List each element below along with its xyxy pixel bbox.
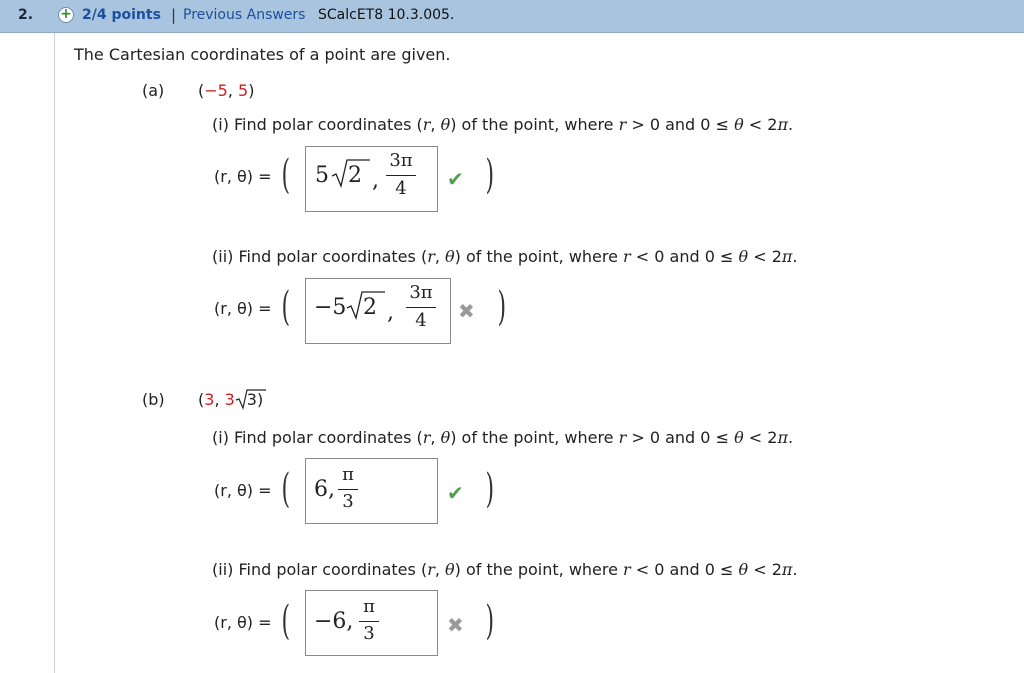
part-a-i-instruction: (i) Find polar coordinates (r, θ) of the point, where r > 0 and 0 ≤ θ < 2π.	[212, 115, 794, 134]
answer-denominator: 4	[395, 178, 407, 199]
points-score: 2/4 points	[82, 7, 161, 23]
checkmark-icon: ✔	[447, 481, 464, 505]
fraction-bar	[386, 175, 416, 176]
part-a-i-lhs: (r, θ) =	[214, 167, 272, 186]
answer-coefficient: −5	[314, 295, 347, 320]
open-paren: (	[281, 466, 291, 512]
fraction-bar	[359, 621, 379, 622]
answer-denominator: 3	[342, 491, 354, 512]
plus-circle-icon[interactable]: +	[58, 7, 74, 23]
close-paren: )	[497, 284, 507, 330]
point-x: −5	[204, 81, 228, 100]
part-b-ii-lhs: (r, θ) =	[214, 613, 272, 632]
cross-icon: ✖	[458, 299, 475, 323]
part-a-label: (a)	[142, 81, 165, 100]
answer-numerator: 3π	[409, 282, 433, 303]
part-a-ii-instruction: (ii) Find polar coordinates (r, θ) of the point, where r < 0 and 0 ≤ θ < 2π.	[212, 247, 798, 266]
point-y-radicand: 3	[246, 390, 257, 409]
left-margin-rule	[54, 33, 55, 673]
question-prompt: The Cartesian coordinates of a point are given.	[74, 45, 451, 64]
previous-answers-link[interactable]: Previous Answers	[183, 7, 306, 23]
fraction-bar	[338, 489, 358, 490]
point-y: 5	[238, 81, 249, 100]
part-b-i-lhs: (r, θ) =	[214, 481, 272, 500]
answer-denominator: 3	[363, 623, 375, 644]
answer-radicand: 2	[363, 295, 377, 320]
part-b-point: (3, 3 3)	[198, 390, 263, 409]
fraction-bar	[406, 307, 436, 308]
part-b-label: (b)	[142, 390, 165, 409]
answer-comma: ,	[387, 300, 394, 325]
question-header-bar	[0, 0, 1024, 33]
answer-radicand: 2	[348, 163, 362, 188]
header-separator: |	[171, 6, 177, 24]
cross-icon: ✖	[447, 613, 464, 637]
close-paren: )	[485, 152, 495, 198]
close-paren: )	[485, 466, 495, 512]
point-y-coefficient: 3	[224, 390, 235, 409]
open-paren: (	[281, 598, 291, 644]
part-b-i-instruction: (i) Find polar coordinates (r, θ) of the point, where r > 0 and 0 ≤ θ < 2π.	[212, 428, 794, 447]
answer-coefficient: 5	[315, 163, 329, 188]
open-paren: (	[281, 284, 291, 330]
open-paren: (	[281, 152, 291, 198]
problem-code: SCalcET8 10.3.005.	[318, 7, 455, 23]
answer-value: −6,	[314, 609, 354, 634]
answer-numerator: 3π	[389, 150, 413, 171]
close-paren: )	[485, 598, 495, 644]
answer-value: 6,	[314, 477, 335, 502]
checkmark-icon: ✔	[447, 167, 464, 191]
answer-denominator: 4	[415, 310, 427, 331]
point-x: 3	[204, 390, 215, 409]
part-b-ii-instruction: (ii) Find polar coordinates (r, θ) of the point, where r < 0 and 0 ≤ θ < 2π.	[212, 560, 798, 579]
question-number: 2.	[18, 7, 34, 23]
answer-numerator: π	[342, 464, 354, 485]
answer-comma: ,	[372, 168, 379, 193]
part-a-ii-lhs: (r, θ) =	[214, 299, 272, 318]
part-a-point: (−5, 5)	[198, 81, 255, 100]
answer-numerator: π	[363, 596, 375, 617]
